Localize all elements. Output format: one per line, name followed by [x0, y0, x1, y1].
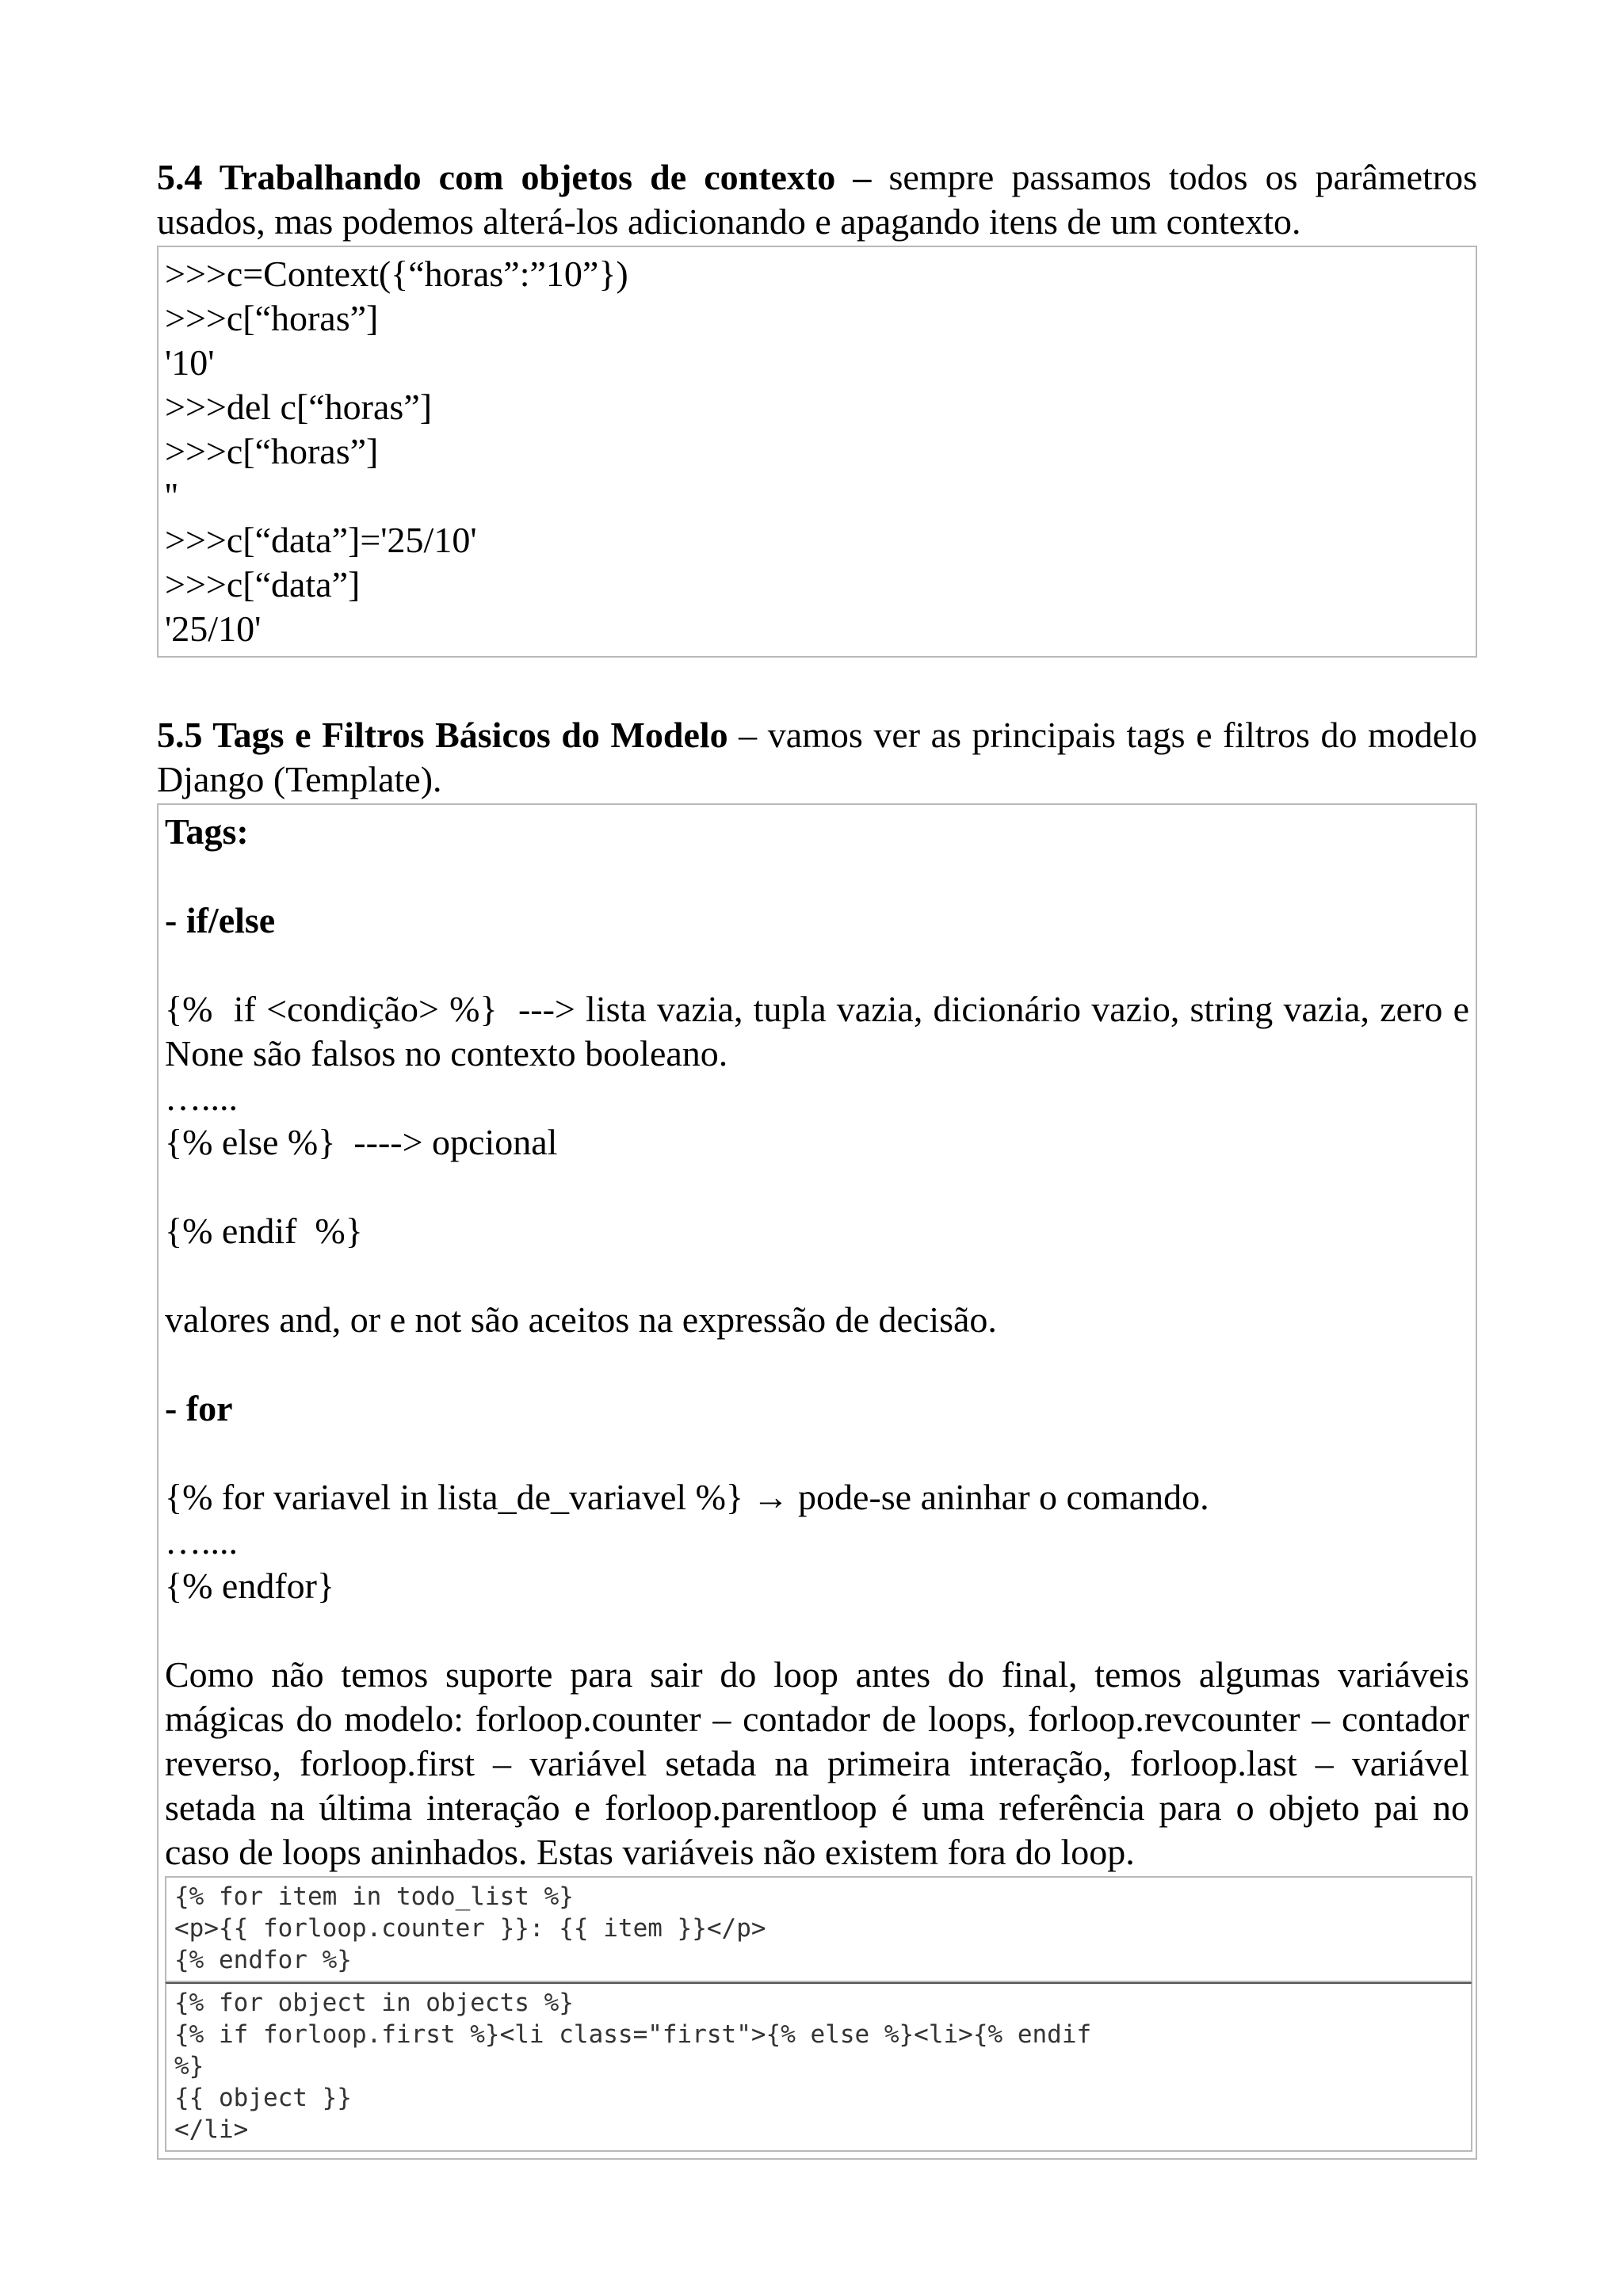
code-line: {% for item in todo_list %} [174, 1882, 574, 1911]
code-line: {% for object in objects %} [174, 1989, 574, 2017]
code-line: >>>c[“data”] [165, 564, 361, 605]
else-line: {% else %} ----> opcional [165, 1122, 558, 1162]
code-line: %} [174, 2052, 204, 2081]
for-label: - for [165, 1388, 233, 1428]
code-line: >>>c[“horas”] [165, 298, 379, 338]
section-5-5-paragraph [157, 713, 1477, 802]
code-line: '10' [165, 342, 215, 383]
code-line: {% endfor %} [174, 1946, 352, 1974]
if-line: {% if <condição> %} ---> lista vazia, tupla vazia, dicionário vazio, string vazia, zero e None são falsos no contexto booleano. [165, 989, 1479, 1074]
tags-box [157, 803, 1477, 2160]
section-5-4-paragraph [157, 155, 1477, 244]
ellipsis-line: ….... [165, 1077, 238, 1118]
code-line: >>>c=Context({“horas”:”10”}) [165, 254, 628, 294]
section-5-5-heading: 5.5 Tags e Filtros Básicos do Modelo [157, 715, 728, 755]
document-page [157, 155, 1477, 2160]
code-line: <p>{{ forloop.counter }}: {{ item }}</p> [174, 1914, 766, 1943]
for-line: {% for variavel in lista_de_variavel %} → pode-se aninhar o comando. [165, 1477, 1209, 1517]
code-example-todo-list [165, 1876, 1472, 1982]
endfor-line: {% endfor} [165, 1566, 335, 1606]
loop-paragraph: Como não temos suporte para sair do loop antes do final, temos algumas variáveis mágicas do modelo: forloop.counter – contador de loops, forloop.revcounter – contador reverso, forloop.first – variável setada na primeira interação, forloop.last – variável setada na última interação e forloop.parentloop é uma referência para o objeto pai no caso de loops aninhados. Estas variáveis não existem fora do loop. [165, 1654, 1479, 1872]
code-line: '25/10' [165, 608, 262, 649]
code-line: {{ object }} [174, 2084, 352, 2112]
tags-label: Tags: [165, 811, 249, 852]
code-line: {% if forloop.first %}<li class="first">{% else %}<li>{% endif [174, 2020, 1092, 2049]
code-example-objects [165, 1982, 1472, 2152]
section-5-4-text: sempre passamos todos os parâmetros usados, mas podemos alterá-los adicionando e apagando itens de um contexto. [157, 157, 1477, 242]
values-line: valores and, or e not são aceitos na expressão de decisão. [165, 1299, 997, 1340]
section-5-4-heading: 5.4 Trabalhando com objetos de contexto – [157, 157, 872, 197]
code-line: </li> [174, 2115, 249, 2144]
ellipsis-line: ….... [165, 1521, 238, 1562]
context-code-box [157, 246, 1477, 658]
code-line: >>>del c[“horas”] [165, 387, 433, 427]
code-line: >>>c[“data”]='25/10' [165, 520, 477, 560]
endif-line: {% endif %} [165, 1211, 363, 1251]
if-else-label: - if/else [165, 900, 276, 940]
section-5-5-text: – vamos ver as principais tags e filtros do modelo Django (Template). [157, 715, 1477, 799]
code-line: '' [165, 475, 178, 516]
code-line: >>>c[“horas”] [165, 431, 379, 471]
